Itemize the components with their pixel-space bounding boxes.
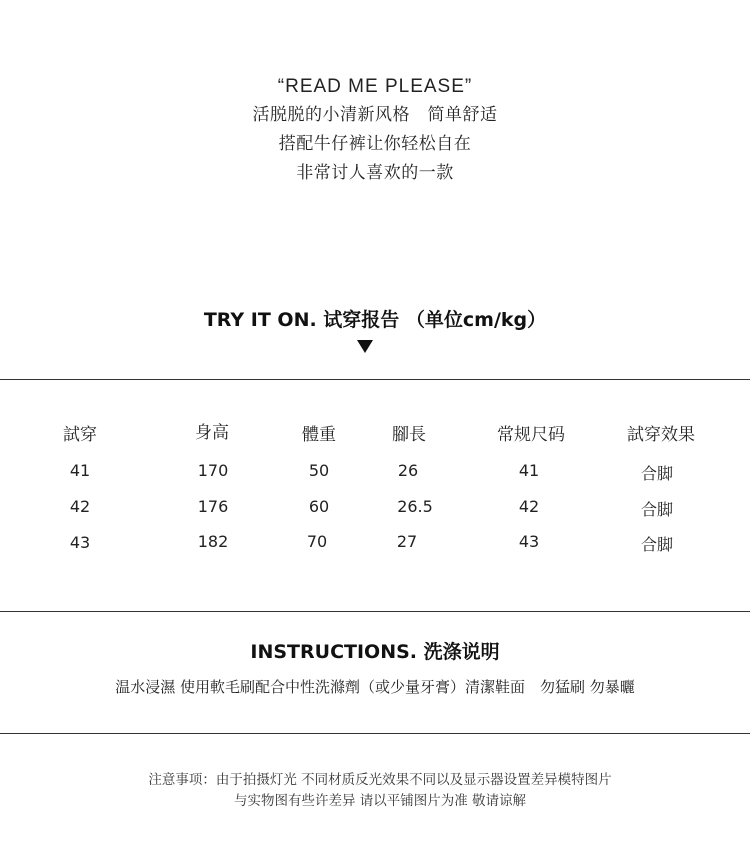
divider-top — [0, 379, 750, 380]
table-cell: 42 — [518, 497, 540, 516]
table-cell: 27 — [396, 532, 418, 551]
notice-line-2: 与实物图有些许差异 请以平铺图片为准 敬请谅解 — [233, 793, 527, 809]
intro-line-1: 活脱脱的小清新风格 简单舒适 — [252, 105, 498, 125]
intro-heading: “READ ME PLEASE” — [277, 76, 473, 97]
table-cell: 170 — [197, 461, 229, 480]
table-cell: 182 — [197, 532, 229, 551]
table-cell: 26.5 — [397, 497, 433, 516]
divider-middle — [0, 611, 750, 612]
table-cell: 43 — [69, 533, 91, 552]
table-header: 試穿 — [63, 425, 97, 445]
table-cell: 合脚 — [640, 535, 674, 554]
table-cell: 176 — [197, 497, 229, 516]
instructions-text: 温水浸濕 使用軟毛刷配合中性洗滌劑（或少量牙膏）清潔鞋面 勿猛刷 勿暴曬 — [115, 678, 635, 696]
down-arrow-icon — [357, 340, 373, 353]
table-cell: 70 — [306, 532, 328, 551]
table-cell: 42 — [69, 497, 91, 516]
table-cell: 50 — [308, 461, 330, 480]
table-cell: 41 — [518, 461, 540, 480]
table-header: 腳長 — [392, 425, 426, 445]
table-cell: 合脚 — [640, 464, 674, 483]
try-on-title: TRY IT ON. 试穿报告 （单位cm/kg） — [203, 309, 547, 331]
notice-line-1: 注意事项：由于拍摄灯光 不同材质反光效果不同以及显示器设置差异模特图片 — [148, 772, 612, 788]
intro-line-3: 非常讨人喜欢的一款 — [296, 163, 454, 183]
intro-line-2: 搭配牛仔裤让你轻松自在 — [278, 134, 472, 154]
table-header: 常规尺码 — [497, 425, 565, 445]
divider-bottom — [0, 733, 750, 734]
table-header: 體重 — [302, 425, 336, 445]
table-header: 身高 — [195, 423, 229, 443]
table-cell: 合脚 — [640, 500, 674, 519]
table-cell: 41 — [69, 461, 91, 480]
table-cell: 60 — [308, 497, 330, 516]
table-cell: 26 — [397, 461, 419, 480]
instructions-title: INSTRUCTIONS. 洗涤说明 — [250, 641, 500, 663]
table-header: 試穿效果 — [627, 425, 695, 445]
intro-block — [0, 72, 750, 188]
table-cell: 43 — [518, 532, 540, 551]
